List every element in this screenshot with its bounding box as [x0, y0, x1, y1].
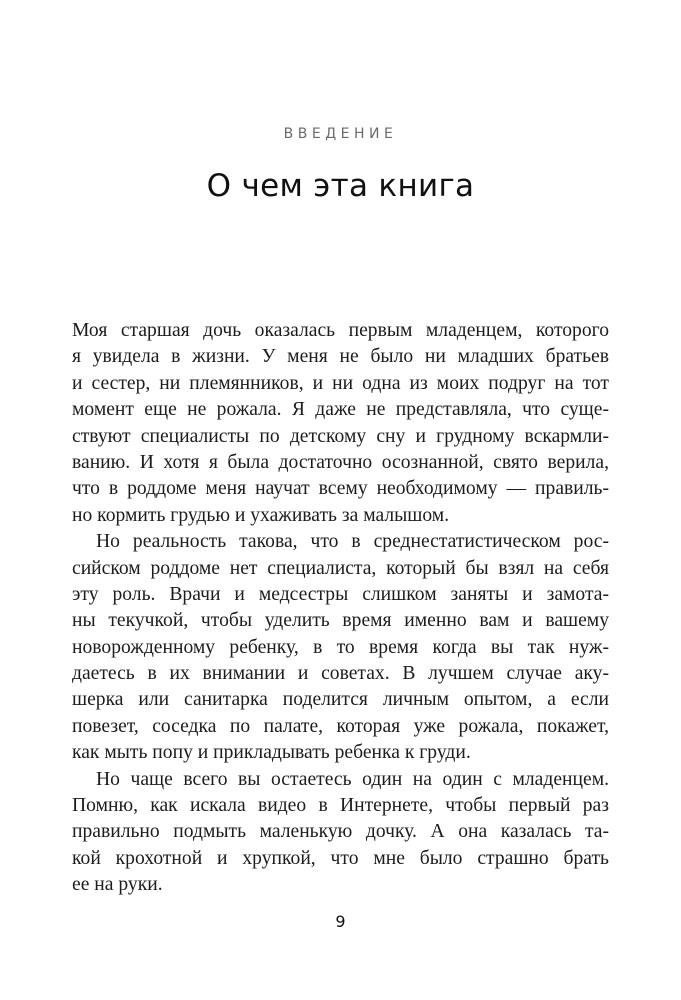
text-line: но кормить грудью и ухаживать за малышом. [72, 504, 450, 526]
text-line: Помню, как искала видео в Интернете, чтобы первый раз [72, 795, 609, 817]
text-line: и сестер, ни племянников, и ни одна из моих подруг на тот [72, 372, 609, 394]
text-line: даетесь в их внимании и советах. В лучшем случае аку- [72, 663, 609, 685]
text-line: что в роддоме меня научат всему необходимому — правиль- [72, 478, 609, 500]
text-line: Но реальность такова, что в среднестатистическом рос- [96, 531, 609, 553]
text-line: ванию. И хотя я была достаточно осознанной, свято верила, [72, 451, 609, 473]
text-line: новорожденному ребенку, в то время когда вы так нуж- [72, 636, 609, 658]
chapter-title: О чем эта книга [206, 168, 475, 204]
text-line: сийском роддоме нет специалиста, который бы взял на себя [72, 557, 609, 579]
text-line: момент еще не рожала. Я даже не представляла, что суще- [72, 399, 609, 421]
text-line: правильно подмыть маленькую дочку. А она казалась та- [72, 821, 609, 843]
text-line: шерка или санитарка поделится личным опытом, а если [72, 689, 609, 711]
text-line: ны текучкой, чтобы уделить время именно вам и вашему [72, 610, 609, 632]
text-line: кой крохотной и хрупкой, что мне было страшно брать [72, 847, 609, 869]
text-line: я увидела в жизни. У меня не было ни младших братьев [72, 346, 609, 368]
paragraph-2 [72, 529, 609, 767]
paragraph-1 [72, 318, 609, 529]
text-line: повезет, соседка по палате, которая уже рожала, покажет, [72, 715, 609, 737]
body-text [72, 318, 609, 899]
page-number: 9 [335, 912, 346, 931]
text-line: ее на руки. [72, 874, 163, 896]
text-line: Но чаще всего вы остаетесь один на один с младенцем. [96, 768, 609, 790]
section-label: ВВЕДЕНИЕ [283, 126, 398, 142]
text-line: эту роль. Врачи и медсестры слишком заняты и замота- [72, 583, 609, 605]
text-line: Моя старшая дочь оказалась первым младенцем, которого [72, 320, 609, 341]
text-line: ствуют специалисты по детскому сну и грудному вскармли- [72, 425, 609, 447]
paragraph-3 [72, 767, 609, 899]
text-line: как мыть попу и прикладывать ребенка к груди. [72, 742, 471, 764]
